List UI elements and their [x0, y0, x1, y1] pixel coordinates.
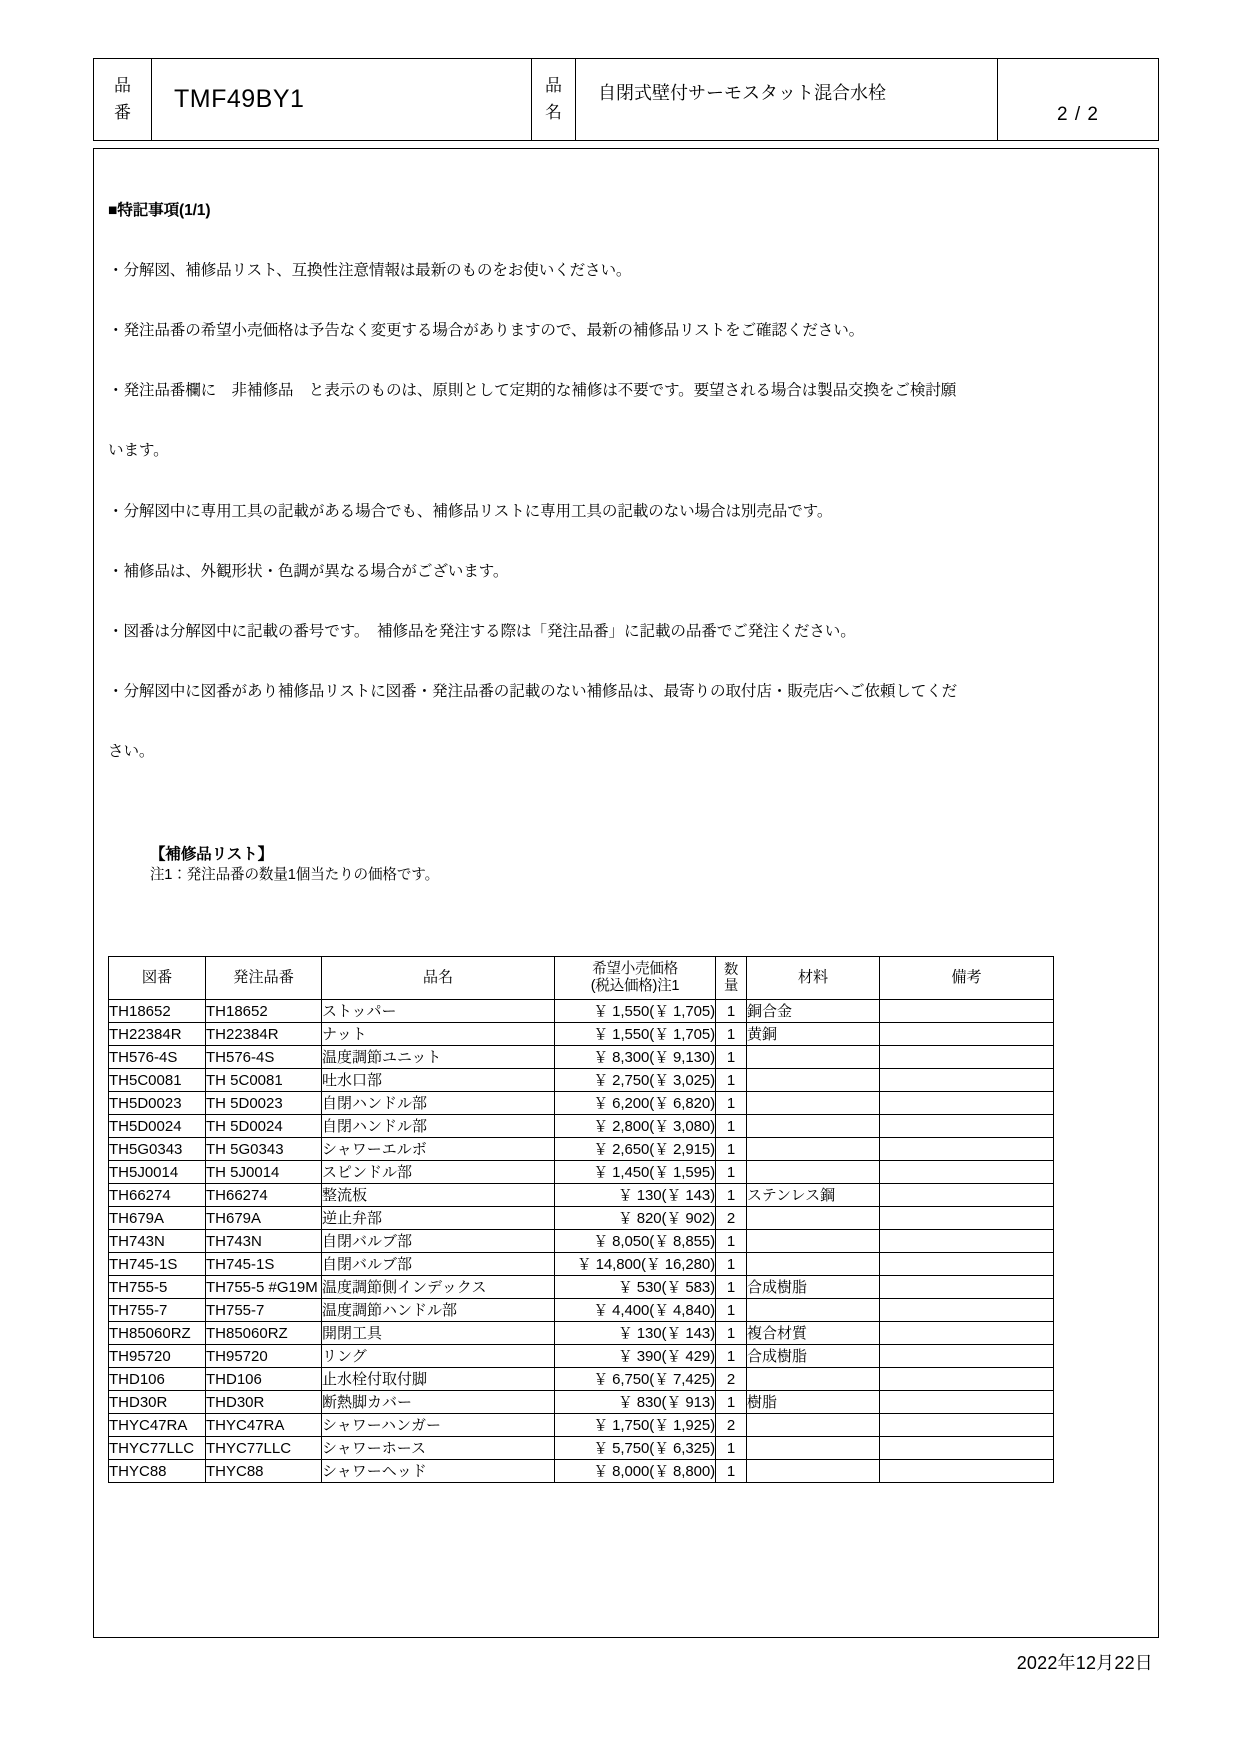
- cell-part-name: 止水栓付取付脚: [322, 1368, 555, 1391]
- cell-order-code: THD30R: [206, 1391, 322, 1414]
- cell-order-code: TH95720: [206, 1345, 322, 1368]
- cell-qty: 1: [716, 1437, 747, 1460]
- cell-remark: [880, 1345, 1054, 1368]
- cell-zuban: TH745-1S: [109, 1253, 206, 1276]
- parts-list-title-note: 注1：発注品番の数量1個当たりの価格です。: [149, 867, 440, 884]
- cell-material: [747, 1138, 880, 1161]
- cell-zuban: TH85060RZ: [109, 1322, 206, 1345]
- parts-table-body: [109, 1000, 1054, 1483]
- cell-part-name: 逆止弁部: [322, 1207, 555, 1230]
- cell-remark: [880, 1115, 1054, 1138]
- cell-part-name: 温度調節ユニット: [322, 1046, 555, 1069]
- cell-order-code: TH755-5 #G19M: [206, 1276, 322, 1299]
- cell-remark: [880, 1207, 1054, 1230]
- cell-material: 合成樹脂: [747, 1276, 880, 1299]
- cell-qty: 1: [716, 1253, 747, 1276]
- notes-line: ・分解図中に図番があり補修品リストに図番・発注品番の記載のない補修品は、最寄りの取付店・販売店へご依頼してくだ: [108, 682, 958, 700]
- table-row: [109, 1414, 1054, 1437]
- notes-line: います。: [108, 442, 169, 460]
- cell-material: [747, 1207, 880, 1230]
- cell-part-name: 断熱脚カバー: [322, 1391, 555, 1414]
- table-row: [109, 1046, 1054, 1069]
- cell-qty: 2: [716, 1207, 747, 1230]
- table-row: [109, 1276, 1054, 1299]
- cell-part-name: 自閉バルブ部: [322, 1230, 555, 1253]
- cell-price: ￥ 14,800(￥ 16,280): [555, 1253, 716, 1276]
- table-row: [109, 1138, 1054, 1161]
- cell-material: [747, 1161, 880, 1184]
- cell-price: ￥ 130(￥ 143): [555, 1322, 716, 1345]
- cell-remark: [880, 1460, 1054, 1483]
- cell-qty: 1: [716, 1184, 747, 1207]
- parts-list-title-main: 【補修品リスト】: [149, 846, 274, 864]
- cell-qty: 1: [716, 1092, 747, 1115]
- cell-qty: 1: [716, 1391, 747, 1414]
- document-header: [93, 58, 1159, 141]
- cell-price: ￥ 530(￥ 583): [555, 1276, 716, 1299]
- cell-material: [747, 1253, 880, 1276]
- cell-order-code: THD106: [206, 1368, 322, 1391]
- column-header-part-name: 品名: [322, 957, 555, 1000]
- parts-table: [108, 956, 1054, 1483]
- cell-zuban: THYC47RA: [109, 1414, 206, 1437]
- notes-line: ・発注品番の希望小売価格は予告なく変更する場合がありますので、最新の補修品リストをご確認ください。: [108, 322, 865, 340]
- cell-zuban: TH18652: [109, 1000, 206, 1023]
- product-code-label-char-1: 品: [114, 76, 131, 96]
- cell-price: ￥ 130(￥ 143): [555, 1184, 716, 1207]
- product-code-label-char-2: 番: [114, 102, 131, 122]
- cell-material: 樹脂: [747, 1391, 880, 1414]
- notes-line: ・分解図、補修品リスト、互換性注意情報は最新のものをお使いください。: [108, 262, 632, 280]
- table-row: [109, 1299, 1054, 1322]
- column-header-price: [555, 957, 716, 1000]
- notes-section: [94, 149, 1158, 945]
- notes-line: ・分解図中に専用工具の記載がある場合でも、補修品リストに専用工具の記載のない場合は別売品です。: [108, 502, 833, 520]
- cell-zuban: TH5D0024: [109, 1115, 206, 1138]
- cell-price: ￥ 8,050(￥ 8,855): [555, 1230, 716, 1253]
- cell-price: ￥ 2,800(￥ 3,080): [555, 1115, 716, 1138]
- cell-remark: [880, 1276, 1054, 1299]
- cell-material: [747, 1069, 880, 1092]
- cell-zuban: TH5G0343: [109, 1138, 206, 1161]
- cell-part-name: スピンドル部: [322, 1161, 555, 1184]
- table-row: [109, 1437, 1054, 1460]
- cell-material: [747, 1046, 880, 1069]
- cell-price: ￥ 390(￥ 429): [555, 1345, 716, 1368]
- product-name-label-char-2: 名: [545, 102, 562, 122]
- table-row: [109, 1092, 1054, 1115]
- revision-date: 2022年12月22日: [1016, 1653, 1153, 1673]
- cell-part-name: リング: [322, 1345, 555, 1368]
- cell-remark: [880, 1161, 1054, 1184]
- cell-material: 複合材質: [747, 1322, 880, 1345]
- cell-material: [747, 1230, 880, 1253]
- cell-price: ￥ 6,200(￥ 6,820): [555, 1092, 716, 1115]
- spec-sheet: [93, 58, 1159, 1673]
- cell-price: ￥ 2,650(￥ 2,915): [555, 1138, 716, 1161]
- parts-table-header-row: [109, 957, 1054, 1000]
- table-row: [109, 1161, 1054, 1184]
- cell-price: ￥ 820(￥ 902): [555, 1207, 716, 1230]
- cell-part-name: シャワーホース: [322, 1437, 555, 1460]
- cell-qty: 1: [716, 1069, 747, 1092]
- cell-material: [747, 1460, 880, 1483]
- cell-zuban: THYC88: [109, 1460, 206, 1483]
- product-name-label: [532, 59, 576, 140]
- cell-qty: 1: [716, 1230, 747, 1253]
- cell-qty: 2: [716, 1414, 747, 1437]
- cell-qty: 1: [716, 1000, 747, 1023]
- cell-part-name: 整流板: [322, 1184, 555, 1207]
- cell-qty: 1: [716, 1299, 747, 1322]
- cell-price: ￥ 830(￥ 913): [555, 1391, 716, 1414]
- cell-order-code: TH22384R: [206, 1023, 322, 1046]
- cell-part-name: 自閉バルブ部: [322, 1253, 555, 1276]
- cell-zuban: TH679A: [109, 1207, 206, 1230]
- parts-list-title: [108, 825, 1158, 905]
- cell-order-code: TH755-7: [206, 1299, 322, 1322]
- product-code-value: TMF49BY1: [152, 59, 532, 140]
- cell-zuban: TH22384R: [109, 1023, 206, 1046]
- cell-qty: 2: [716, 1368, 747, 1391]
- table-row: [109, 1000, 1054, 1023]
- table-row: [109, 1230, 1054, 1253]
- cell-order-code: TH679A: [206, 1207, 322, 1230]
- cell-order-code: TH85060RZ: [206, 1322, 322, 1345]
- column-header-price-line2: (税込価格)注1: [590, 978, 680, 995]
- cell-price: ￥ 2,750(￥ 3,025): [555, 1069, 716, 1092]
- cell-order-code: TH18652: [206, 1000, 322, 1023]
- cell-remark: [880, 1000, 1054, 1023]
- cell-zuban: TH576-4S: [109, 1046, 206, 1069]
- cell-price: ￥ 8,000(￥ 8,800): [555, 1460, 716, 1483]
- cell-zuban: THD30R: [109, 1391, 206, 1414]
- cell-remark: [880, 1184, 1054, 1207]
- table-row: [109, 1322, 1054, 1345]
- cell-qty: 1: [716, 1115, 747, 1138]
- cell-material: ステンレス鋼: [747, 1184, 880, 1207]
- cell-qty: 1: [716, 1046, 747, 1069]
- cell-order-code: TH 5G0343: [206, 1138, 322, 1161]
- notes-title: ■特記事項(1/1): [108, 202, 211, 220]
- notes-line: ・発注品番欄に 非補修品 と表示のものは、原則として定期的な補修は不要です。要望される場合は製品交換をご検討願: [108, 382, 957, 400]
- cell-order-code: THYC47RA: [206, 1414, 322, 1437]
- cell-order-code: THYC77LLC: [206, 1437, 322, 1460]
- cell-remark: [880, 1368, 1054, 1391]
- column-header-remark: 備考: [880, 957, 1054, 1000]
- column-header-material: 材料: [747, 957, 880, 1000]
- table-row: [109, 1069, 1054, 1092]
- cell-zuban: TH5C0081: [109, 1069, 206, 1092]
- cell-order-code: TH576-4S: [206, 1046, 322, 1069]
- column-header-qty: [716, 957, 747, 1000]
- cell-zuban: THYC77LLC: [109, 1437, 206, 1460]
- cell-order-code: TH 5J0014: [206, 1161, 322, 1184]
- column-header-order-code: 発注品番: [206, 957, 322, 1000]
- cell-zuban: TH755-5: [109, 1276, 206, 1299]
- cell-remark: [880, 1138, 1054, 1161]
- cell-remark: [880, 1414, 1054, 1437]
- cell-part-name: 吐水口部: [322, 1069, 555, 1092]
- table-row: [109, 1207, 1054, 1230]
- cell-price: ￥ 4,400(￥ 4,840): [555, 1299, 716, 1322]
- cell-part-name: ナット: [322, 1023, 555, 1046]
- table-row: [109, 1115, 1054, 1138]
- cell-part-name: 自閉ハンドル部: [322, 1092, 555, 1115]
- table-row: [109, 1460, 1054, 1483]
- cell-remark: [880, 1322, 1054, 1345]
- cell-price: ￥ 1,450(￥ 1,595): [555, 1161, 716, 1184]
- cell-zuban: TH95720: [109, 1345, 206, 1368]
- cell-price: ￥ 1,750(￥ 1,925): [555, 1414, 716, 1437]
- cell-zuban: TH5D0023: [109, 1092, 206, 1115]
- cell-price: ￥ 8,300(￥ 9,130): [555, 1046, 716, 1069]
- cell-material: [747, 1092, 880, 1115]
- table-row: [109, 1368, 1054, 1391]
- cell-qty: 1: [716, 1023, 747, 1046]
- cell-zuban: TH743N: [109, 1230, 206, 1253]
- column-header-price-line1: 希望小売価格: [592, 961, 678, 978]
- cell-part-name: 温度調節側インデックス: [322, 1276, 555, 1299]
- cell-price: ￥ 6,750(￥ 7,425): [555, 1368, 716, 1391]
- product-name-label-char-1: 品: [545, 76, 562, 96]
- cell-material: [747, 1299, 880, 1322]
- cell-part-name: シャワーエルボ: [322, 1138, 555, 1161]
- cell-remark: [880, 1253, 1054, 1276]
- cell-order-code: TH745-1S: [206, 1253, 322, 1276]
- cell-remark: [880, 1069, 1054, 1092]
- cell-material: [747, 1115, 880, 1138]
- cell-remark: [880, 1299, 1054, 1322]
- cell-qty: 1: [716, 1322, 747, 1345]
- table-row: [109, 1345, 1054, 1368]
- cell-part-name: 自閉ハンドル部: [322, 1115, 555, 1138]
- cell-part-name: シャワーヘッド: [322, 1460, 555, 1483]
- cell-price: ￥ 5,750(￥ 6,325): [555, 1437, 716, 1460]
- cell-remark: [880, 1023, 1054, 1046]
- column-header-qty-char-2: 量: [724, 978, 738, 995]
- cell-order-code: THYC88: [206, 1460, 322, 1483]
- page-indicator: 2 / 2: [1057, 104, 1099, 125]
- cell-order-code: TH 5D0024: [206, 1115, 322, 1138]
- cell-qty: 1: [716, 1345, 747, 1368]
- product-code-label: [94, 59, 152, 140]
- cell-order-code: TH66274: [206, 1184, 322, 1207]
- cell-remark: [880, 1092, 1054, 1115]
- cell-material: 合成樹脂: [747, 1345, 880, 1368]
- product-name-value: 自閉式壁付サーモスタット混合水栓: [576, 59, 998, 140]
- notes-line: さい。: [108, 742, 155, 760]
- cell-zuban: TH66274: [109, 1184, 206, 1207]
- cell-material: [747, 1414, 880, 1437]
- cell-qty: 1: [716, 1161, 747, 1184]
- cell-material: [747, 1437, 880, 1460]
- table-row: [109, 1184, 1054, 1207]
- cell-price: ￥ 1,550(￥ 1,705): [555, 1000, 716, 1023]
- cell-part-name: シャワーハンガー: [322, 1414, 555, 1437]
- cell-remark: [880, 1046, 1054, 1069]
- cell-material: 黄銅: [747, 1023, 880, 1046]
- cell-zuban: TH5J0014: [109, 1161, 206, 1184]
- cell-qty: 1: [716, 1276, 747, 1299]
- column-header-qty-char-1: 数: [724, 962, 738, 979]
- cell-order-code: TH743N: [206, 1230, 322, 1253]
- table-row: [109, 1253, 1054, 1276]
- document-body: [93, 148, 1159, 1673]
- notes-line: ・図番は分解図中に記載の番号です。 補修品を発注する際は「発注品番」に記載の品番でご発注ください。: [108, 622, 856, 640]
- cell-material: [747, 1368, 880, 1391]
- cell-qty: 1: [716, 1460, 747, 1483]
- cell-order-code: TH 5D0023: [206, 1092, 322, 1115]
- cell-part-name: 温度調節ハンドル部: [322, 1299, 555, 1322]
- cell-zuban: THD106: [109, 1368, 206, 1391]
- cell-material: 銅合金: [747, 1000, 880, 1023]
- cell-price: ￥ 1,550(￥ 1,705): [555, 1023, 716, 1046]
- column-header-zuban: 図番: [109, 957, 206, 1000]
- cell-zuban: TH755-7: [109, 1299, 206, 1322]
- cell-remark: [880, 1391, 1054, 1414]
- cell-remark: [880, 1437, 1054, 1460]
- cell-remark: [880, 1230, 1054, 1253]
- cell-part-name: ストッパー: [322, 1000, 555, 1023]
- cell-part-name: 開閉工具: [322, 1322, 555, 1345]
- notes-line: ・補修品は、外観形状・色調が異なる場合がございます。: [108, 562, 509, 580]
- table-row: [109, 1023, 1054, 1046]
- cell-qty: 1: [716, 1138, 747, 1161]
- cell-order-code: TH 5C0081: [206, 1069, 322, 1092]
- table-row: [109, 1391, 1054, 1414]
